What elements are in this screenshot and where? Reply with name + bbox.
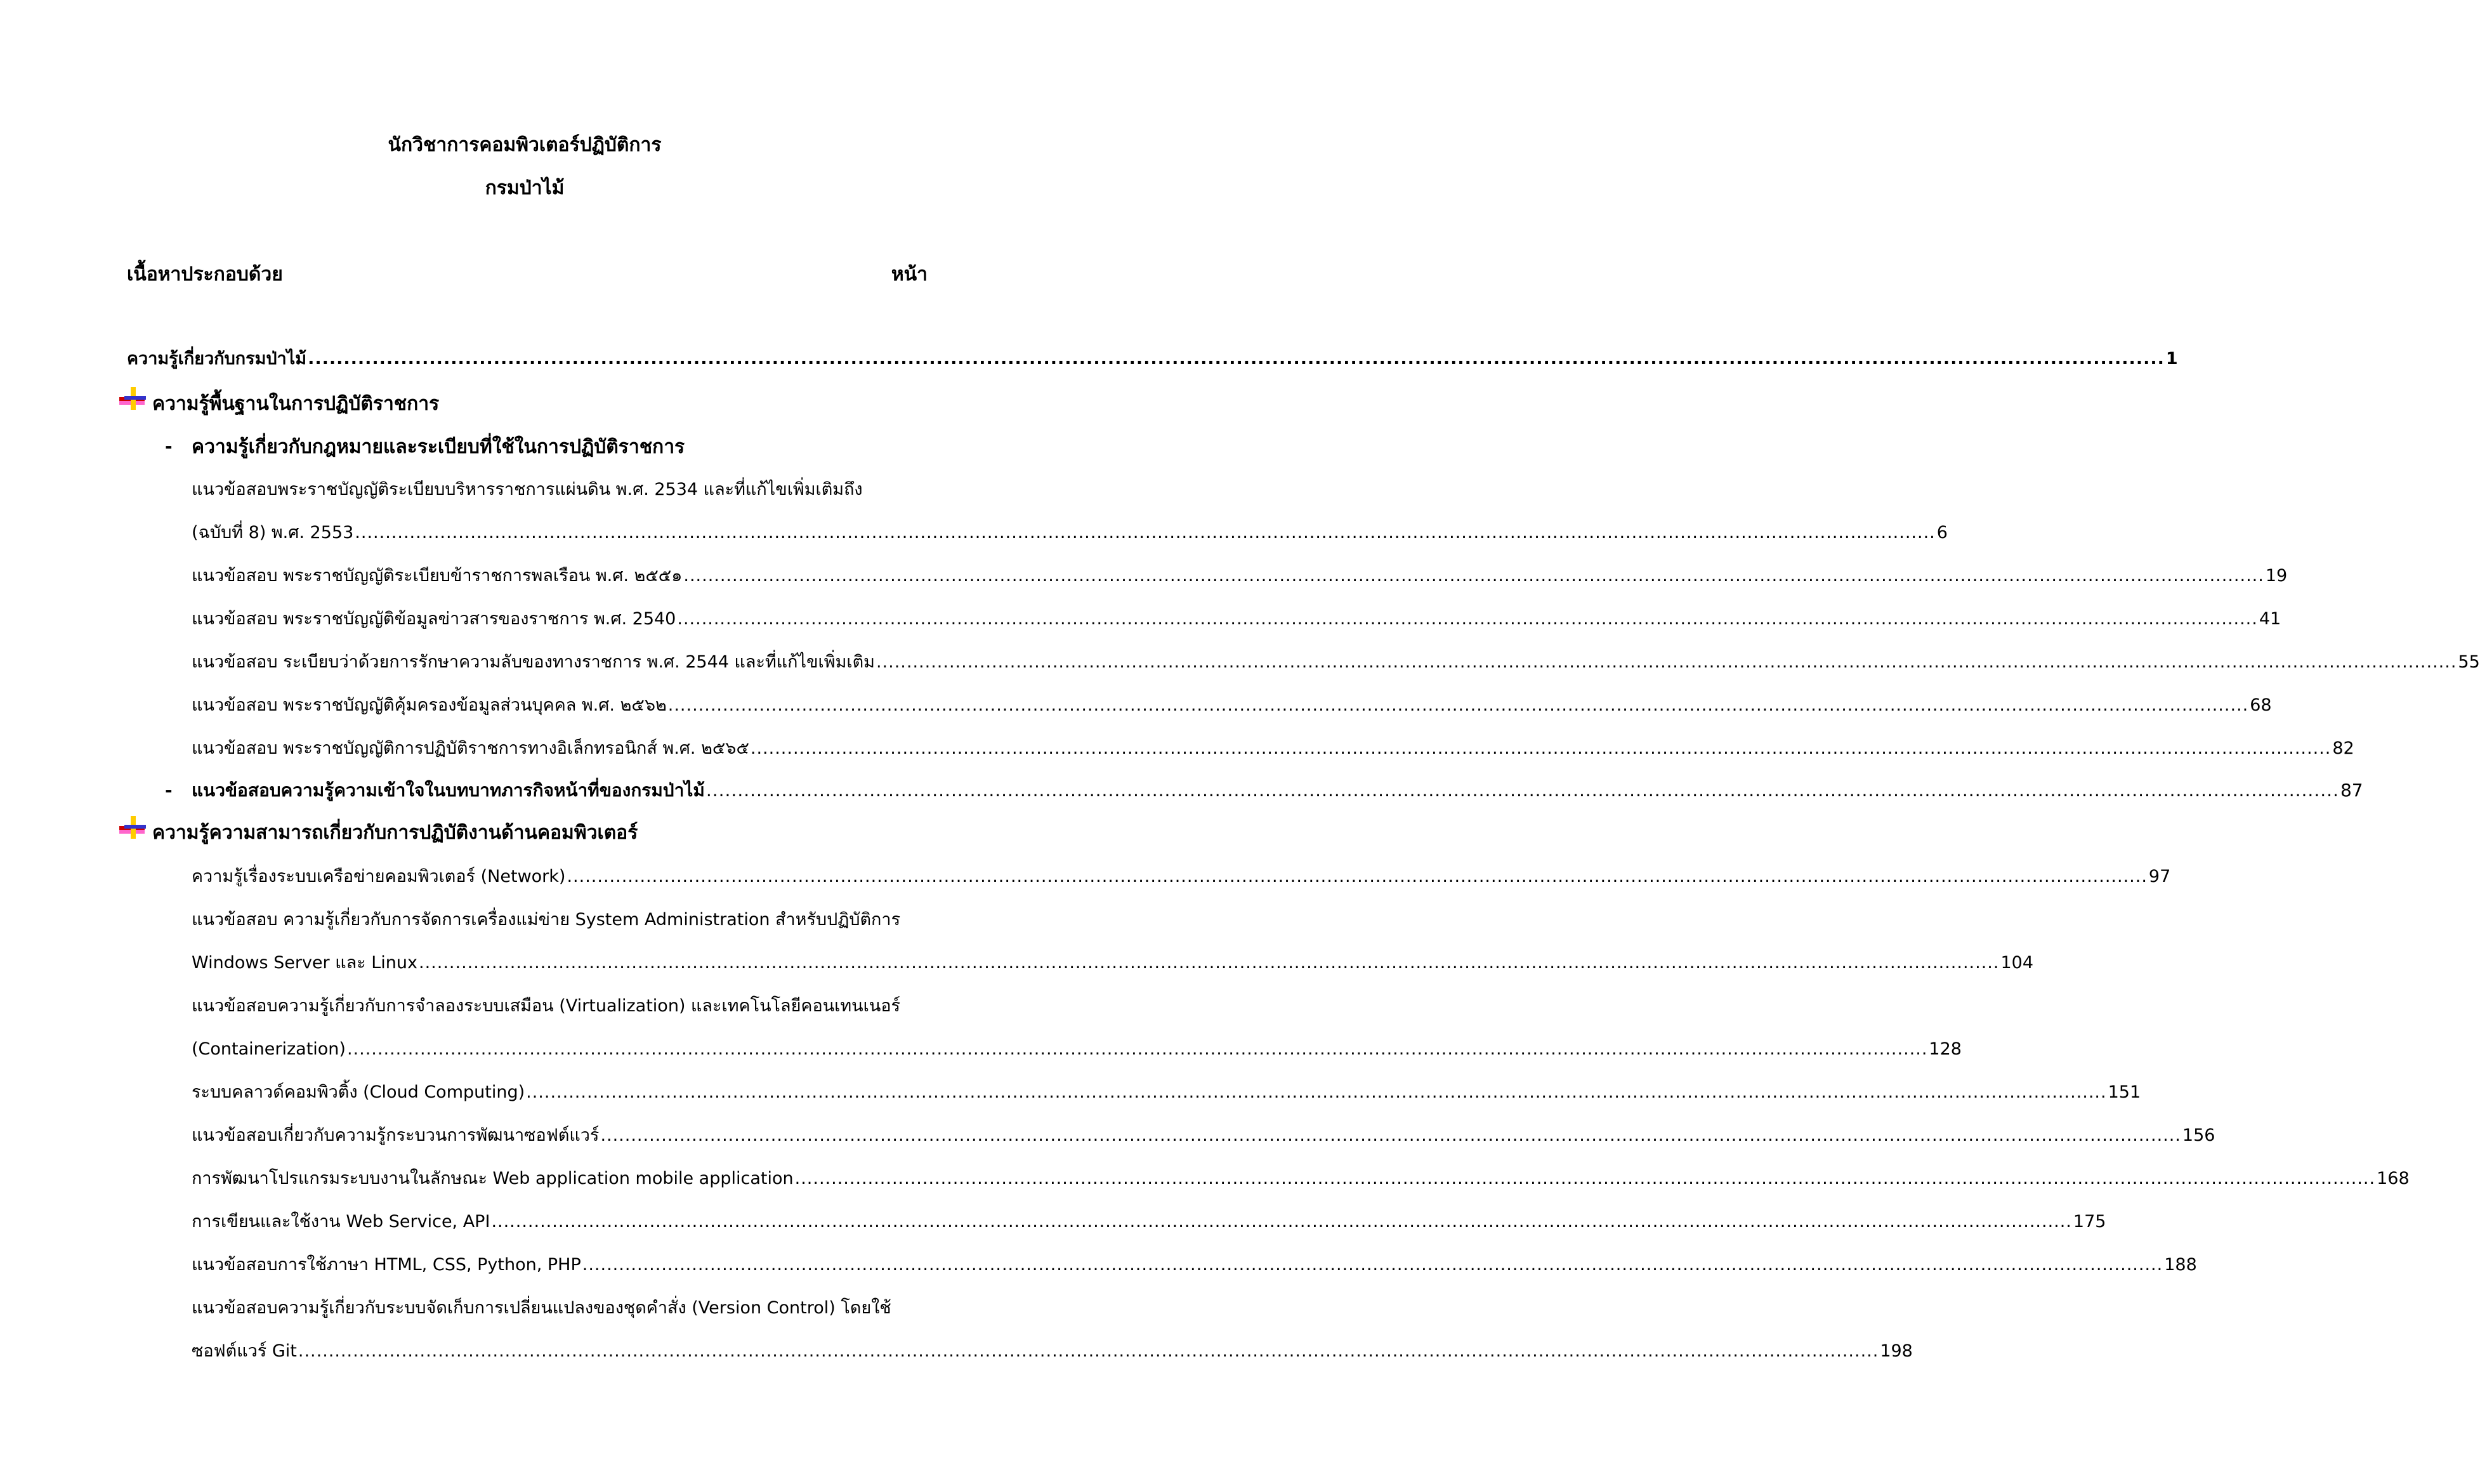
page-title: นักวิชาการคอมพิวเตอร์ปฏิบัติการ: [388, 134, 662, 156]
toc-page-number: 87: [2340, 780, 2363, 801]
toc-page-number: 175: [2073, 1212, 2106, 1231]
toc-entry-text: แนวข้อสอบ พระราชบัญญัติการปฏิบัติราชการทางอิเล็กทรอนิกส์ พ.ศ. ๒๕๖๕: [192, 739, 749, 758]
section-1-title[interactable]: ความรู้พื้นฐานในการปฏิบัติราชการ: [152, 393, 440, 415]
contents-heading: เนื้อหาประกอบด้วย: [127, 263, 283, 286]
toc-page-number: 128: [1929, 1039, 1962, 1059]
toc-entry[interactable]: [192, 739, 2354, 758]
toc-page-number: 19: [2265, 566, 2288, 586]
toc-page-number: 151: [2108, 1082, 2141, 1102]
toc-entry-line: แนวข้อสอบ ความรู้เกี่ยวกับการจัดการเครื่องแม่ข่าย System Administration สำหรับปฏิบัติการ: [192, 910, 901, 929]
dot-leader: ....................................................................................................................................................................................................................................................................: [298, 1341, 1879, 1361]
toc-entry-text: แนวข้อสอบการใช้ภาษา HTML, CSS, Python, PHP: [192, 1255, 581, 1275]
page-subtitle: กรมป่าไม้: [485, 177, 565, 199]
toc-entry-text: (ฉบับที่ 8) พ.ศ. 2553: [192, 523, 354, 542]
toc-entry[interactable]: [192, 695, 2272, 715]
toc-entry[interactable]: [192, 1126, 2215, 1145]
toc-entry-text: แนวข้อสอบเกี่ยวกับความรู้กระบวนการพัฒนาซอฟต์แวร์: [192, 1126, 600, 1145]
toc-page-number: 55: [2458, 652, 2480, 672]
toc-entry-text: แนวข้อสอบความรู้ความเข้าใจในบทบาทภารกิจหน้าที่ของกรมป่าไม้: [192, 780, 705, 801]
toc-page-number: 188: [2164, 1255, 2197, 1275]
toc-entry-text: แนวข้อสอบ พระราชบัญญัติระเบียบข้าราชการพลเรือน พ.ศ. ๒๕๕๑: [192, 566, 683, 586]
toc-page-number: 82: [2332, 739, 2354, 758]
toc-entry-text: (Containerization): [192, 1039, 346, 1059]
page-column-heading: หน้า: [891, 263, 928, 286]
toc-entry-text: แนวข้อสอบ พระราชบัญญัติข้อมูลข่าวสารของราชการ พ.ศ. 2540: [192, 609, 676, 629]
toc-entry[interactable]: [192, 566, 2288, 586]
dot-leader: ....................................................................................................................................................................................................................................................................: [526, 1082, 2107, 1102]
dot-leader: ....................................................................................................................................................................................................................................................................: [419, 953, 2000, 973]
toc-entry-line: แนวข้อสอบพระราชบัญญัติระเบียบบริหารราชการแผ่นดิน พ.ศ. 2534 และที่แก้ไขเพิ่มเติมถึง: [192, 480, 863, 499]
toc-entry-text: ความรู้เรื่องระบบเครือข่ายคอมพิวเตอร์ (Network): [192, 867, 566, 886]
dot-leader: ....................................................................................................................................................................................................................................................................: [667, 695, 2249, 715]
toc-entry[interactable]: [192, 1169, 2410, 1188]
toc-page-number: 41: [2259, 609, 2281, 629]
toc-entry[interactable]: [192, 1082, 2141, 1102]
cross-bullet-icon: [119, 387, 147, 410]
toc-entry[interactable]: [192, 1039, 1962, 1059]
toc-entry-line: แนวข้อสอบความรู้เกี่ยวกับระบบจัดเก็บการเปลี่ยนแปลงของชุดคำสั่ง (Version Control) โดยใช้: [192, 1298, 891, 1318]
dot-leader: ....................................................................................................................................................................................................................................................................: [308, 349, 2165, 369]
toc-entry[interactable]: [192, 652, 2480, 672]
toc-entry[interactable]: [192, 1341, 1913, 1361]
dot-leader: ....................................................................................................................................................................................................................................................................: [491, 1212, 2072, 1231]
dot-leader: ....................................................................................................................................................................................................................................................................: [683, 566, 2264, 586]
dot-leader: ....................................................................................................................................................................................................................................................................: [876, 652, 2457, 672]
toc-page-number: 68: [2250, 695, 2272, 715]
dot-leader: ....................................................................................................................................................................................................................................................................: [600, 1126, 2181, 1145]
sub-1-title[interactable]: ความรู้เกี่ยวกับกฎหมายและระเบียบที่ใช้ในการปฏิบัติราชการ: [192, 436, 685, 458]
toc-entry-text: ระบบคลาวด์คอมพิวติ้ง (Cloud Computing): [192, 1082, 525, 1102]
dot-leader: ....................................................................................................................................................................................................................................................................: [750, 739, 2332, 758]
toc-entry[interactable]: [192, 953, 2034, 973]
toc-page-number: 1: [2165, 349, 2178, 369]
toc-page-number: 198: [1880, 1341, 1913, 1361]
toc-page-number: 97: [2148, 867, 2171, 886]
toc-entry[interactable]: [192, 1255, 2197, 1275]
toc-entry[interactable]: [192, 867, 2171, 886]
dot-leader: ....................................................................................................................................................................................................................................................................: [705, 780, 2339, 801]
dot-leader: ....................................................................................................................................................................................................................................................................: [346, 1039, 1928, 1059]
toc-entry[interactable]: [192, 1212, 2106, 1231]
dot-leader: ....................................................................................................................................................................................................................................................................: [794, 1169, 2376, 1188]
toc-entry-text: การเขียนและใช้งาน Web Service, API: [192, 1212, 490, 1231]
toc-entry-text: ความรู้เกี่ยวกับกรมป่าไม้: [127, 349, 307, 369]
toc-page-number: 168: [2377, 1169, 2410, 1188]
section-2-title[interactable]: ความรู้ความสามารถเกี่ยวกับการปฏิบัติงานด้านคอมพิวเตอร์: [152, 822, 638, 844]
toc-page-number: 156: [2182, 1126, 2215, 1145]
toc-entry-line: แนวข้อสอบความรู้เกี่ยวกับการจำลองระบบเสมือน (Virtualization) และเทคโนโลยีคอนเทนเนอร์: [192, 996, 901, 1016]
dot-leader: ....................................................................................................................................................................................................................................................................: [677, 609, 2258, 629]
toc-entry-text: การพัฒนาโปรแกรมระบบงานในลักษณะ Web application mobile application: [192, 1169, 794, 1188]
sub-2-entry[interactable]: [192, 780, 2363, 801]
toc-entry-text: แนวข้อสอบ พระราชบัญญัติคุ้มครองข้อมูลส่วนบุคคล พ.ศ. ๒๕๖๒: [192, 695, 667, 715]
sub-1-dash: -: [165, 436, 173, 457]
dot-leader: ....................................................................................................................................................................................................................................................................: [355, 523, 1936, 542]
toc-page-number: 104: [2000, 953, 2034, 973]
cross-bullet-icon: [119, 816, 147, 839]
toc-page-number: 6: [1936, 523, 1948, 542]
dot-leader: ....................................................................................................................................................................................................................................................................: [582, 1255, 2163, 1275]
dot-leader: ....................................................................................................................................................................................................................................................................: [567, 867, 2148, 886]
toc-entry[interactable]: [192, 609, 2281, 629]
toc-entry-intro[interactable]: [127, 349, 2178, 369]
toc-entry-text: ซอฟต์แวร์ Git: [192, 1341, 297, 1361]
toc-entry-text: Windows Server และ Linux: [192, 953, 418, 973]
toc-entry[interactable]: [192, 523, 1948, 542]
toc-entry-text: แนวข้อสอบ ระเบียบว่าด้วยการรักษาความลับของทางราชการ พ.ศ. 2544 และที่แก้ไขเพิ่มเติม: [192, 652, 875, 672]
sub-2-dash: -: [165, 780, 173, 801]
